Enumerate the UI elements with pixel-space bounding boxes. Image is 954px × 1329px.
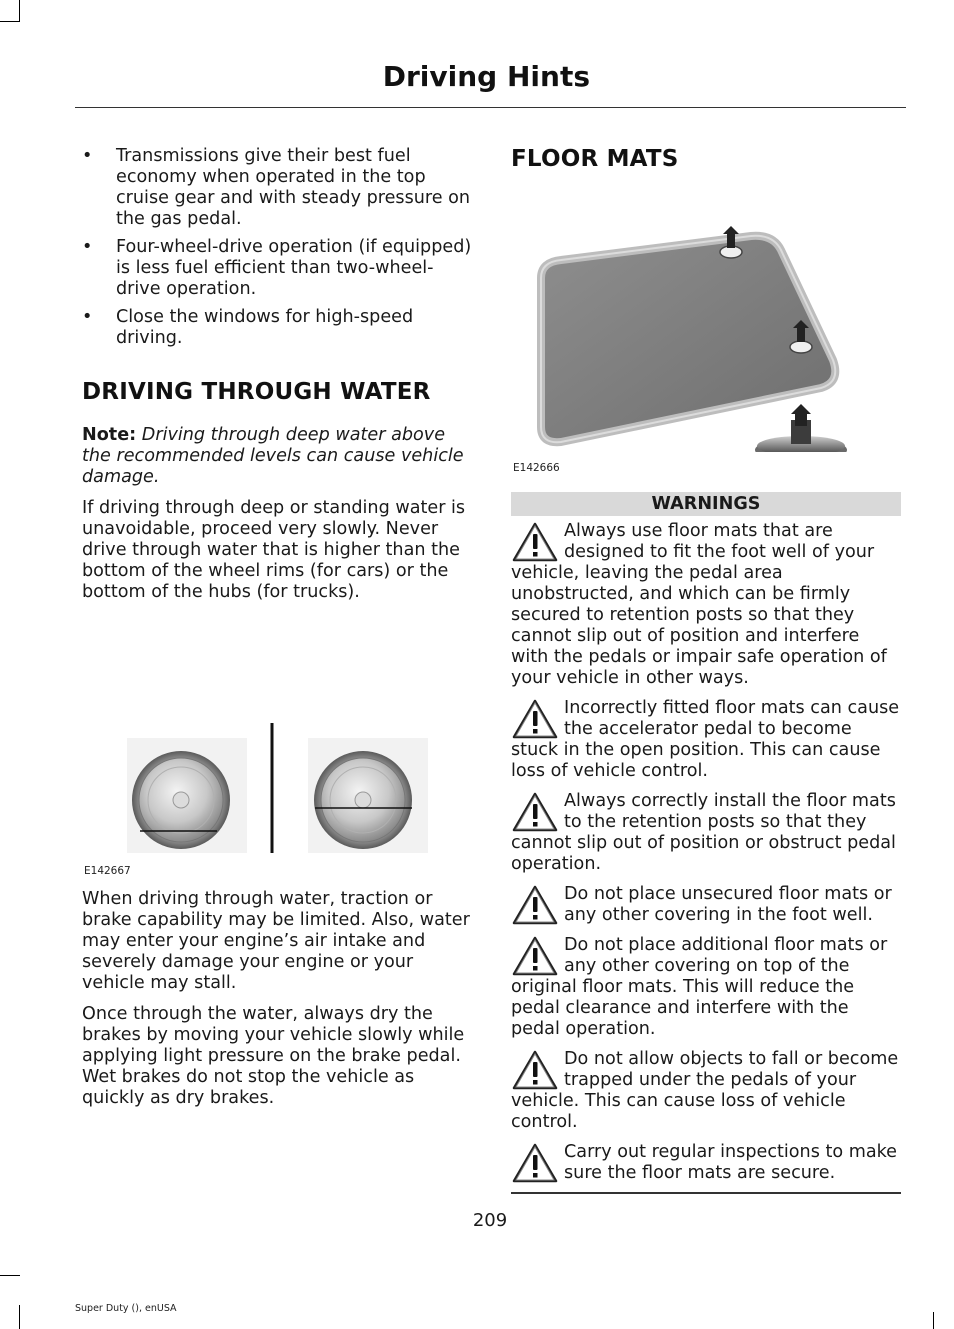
warning-text: Do not place additional floor mats or any other covering on top of the original floor mats. This will reduce the pedal clearance and interfere with the pedal operation. [511, 935, 888, 1039]
bullet-icon: • [82, 307, 93, 327]
floor-mat-figure [511, 182, 901, 472]
truck-wheel-icon [308, 738, 428, 853]
figure-code: E142666 [513, 462, 560, 474]
document-id: Super Duty (), enUSA [75, 1303, 177, 1314]
tips-list [82, 146, 474, 349]
warning-text: Incorrectly fitted floor mats can cause the accelerator pedal to become stuck in the open position. This can cause loss of vehicle control. [511, 698, 900, 781]
warning-item [511, 935, 901, 1040]
left-column [82, 146, 474, 1119]
crop-mark [933, 1312, 934, 1329]
list-item-text: Close the windows for high-speed driving. [116, 307, 414, 348]
section-heading-water: DRIVING THROUGH WATER [82, 379, 431, 405]
list-item-text: Four-wheel-drive operation (if equipped) is less fuel efficient than two-wheel-drive operation. [116, 237, 472, 299]
warning-text: Do not allow objects to fall or become trapped under the pedals of your vehicle. This can cause loss of vehicle control. [511, 1049, 899, 1132]
warning-text: Carry out regular inspections to make sure the floor mats are secure. [564, 1142, 898, 1183]
bullet-icon: • [82, 237, 93, 257]
list-item [82, 237, 474, 300]
warning-text: Do not place unsecured floor mats or any other covering in the foot well. [564, 884, 892, 925]
warning-text: Always use floor mats that are designed to fit the foot well of your vehicle, leaving the pedal area unobstructed, and which can be firmly secured to retention posts so that they cannot slip out of position and interfere with the pedals or impair safe operation of your vehicle in other ways. [511, 521, 887, 688]
crop-mark [19, 0, 20, 22]
note-text: Driving through deep water above the recommended levels can cause vehicle damage. [82, 425, 464, 487]
warning-triangle-icon [511, 698, 559, 740]
page-title: Driving Hints [382, 60, 590, 93]
warning-item [511, 791, 901, 875]
warning-text: Always correctly install the floor mats to the retention posts so that they cannot slip out of position or obstruct pedal operation. [511, 791, 896, 874]
list-item [82, 307, 474, 349]
wheel-water-illustration [82, 613, 474, 853]
warning-triangle-icon [511, 521, 559, 563]
note-paragraph [82, 425, 474, 488]
crop-mark [0, 21, 20, 22]
note-label: Note: [82, 425, 137, 445]
figure-code: E142667 [84, 865, 131, 877]
warning-item [511, 1142, 901, 1184]
water-paragraph-3: Once through the water, always dry the brakes by moving your vehicle slowly while applying light pressure on the brake pedal. Wet brakes do not stop the vehicle as quickly as dry brakes. [82, 1004, 465, 1108]
page-number: 209 [472, 1210, 508, 1231]
warning-item [511, 1049, 901, 1133]
list-item-text: Transmissions give their best fuel economy when operated in the top cruise gear and with steady pressure on the gas pedal. [116, 146, 471, 229]
right-column [511, 146, 901, 1194]
header-rule [75, 107, 906, 108]
warning-item [511, 884, 901, 926]
warning-triangle-icon [511, 1049, 559, 1091]
warning-triangle-icon [511, 935, 559, 977]
warnings-end-rule [511, 1184, 901, 1194]
water-paragraph-1: If driving through deep or standing water is unavoidable, proceed very slowly. Never drive through water that is higher than the bottom of the wheel rims (for cars) or the bottom of the hubs (for trucks). [82, 498, 466, 602]
warnings-header: WARNINGS [511, 492, 901, 516]
warning-item [511, 521, 901, 689]
warning-triangle-icon [511, 791, 559, 833]
floor-mat-illustration [511, 182, 901, 452]
car-wheel-icon [127, 738, 247, 853]
bullet-icon: • [82, 146, 93, 166]
warning-item [511, 698, 901, 782]
crop-mark [0, 1275, 20, 1276]
warning-triangle-icon [511, 884, 559, 926]
warning-triangle-icon [511, 1142, 559, 1184]
water-paragraph-2: When driving through water, traction or brake capability may be limited. Also, water may enter your engine’s air intake and severely damage your engine or your vehicle may stall. [82, 889, 470, 993]
crop-mark [19, 1305, 20, 1329]
section-heading-floor-mats: FLOOR MATS [511, 146, 679, 172]
water-level-figure [82, 613, 474, 883]
list-item [82, 146, 474, 230]
